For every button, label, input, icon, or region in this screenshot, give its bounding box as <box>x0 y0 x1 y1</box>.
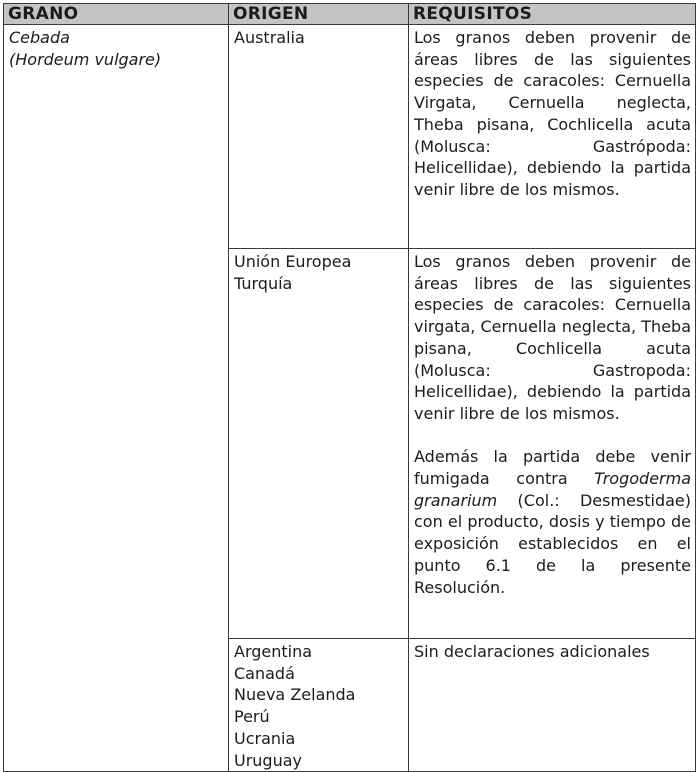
origin-item: Canadá <box>234 663 295 683</box>
header-requisitos: REQUISITOS <box>409 4 696 25</box>
fumigation-text-after: (Col.: Desmestidae) con el producto, dosis y tiempo de exposición establecidos en el punto 6.1 de la presente Resolución. <box>414 490 691 597</box>
origin-item: Uruguay <box>234 750 302 770</box>
origin-cell <box>229 249 409 639</box>
requirement-text: Los granos deben provenir de áreas libres de las siguientes especies de caracoles: Cernuella Virgata, Cernuella neglecta, Theba pisana, Cochlicella acuta (Molusca: Gastrópoda: Helicellidae), debiendo la partida venir libre de los mismos. <box>414 28 691 199</box>
header-origen: ORIGEN <box>229 4 409 25</box>
origin-cell <box>229 639 409 772</box>
origin-item: Perú <box>234 707 270 727</box>
origin-item: Turquía <box>234 273 293 293</box>
fumigation-text-before: Además la partida debe venir fumigada contra <box>414 447 691 489</box>
origin-item: Australia <box>234 28 305 47</box>
grain-cell <box>4 25 229 772</box>
requirement-text: Los granos deben provenir de áreas libres de las siguientes especies de caracoles: Cernuella virgata, Cernuella neglecta, Theba pisana, Cochlicella acuta (Molusca: Gastropoda: Helicellidae), debiendo la partida venir libre de los mismos. <box>414 252 691 423</box>
table-row <box>4 25 696 249</box>
header-grano: GRANO <box>4 4 229 25</box>
fumigation-requirement <box>414 446 691 598</box>
origin-cell <box>229 25 409 249</box>
header-row <box>4 4 696 25</box>
pest-name: Trogoderma granarium <box>414 469 691 510</box>
origin-item: Ucrania <box>234 728 296 748</box>
origin-item: Unión Europea <box>234 252 352 271</box>
grain-scientific-name: (Hordeum vulgare) <box>9 49 162 69</box>
origin-item: Argentina <box>234 642 313 661</box>
grain-name: Cebada <box>9 28 70 47</box>
requirements-table <box>3 3 696 772</box>
requirements-cell <box>409 639 696 772</box>
origin-item: Nueva Zelanda <box>234 685 356 705</box>
requirements-cell <box>409 249 696 639</box>
requirement-text: Sin declaraciones adicionales <box>414 642 650 661</box>
requirements-cell <box>409 25 696 249</box>
